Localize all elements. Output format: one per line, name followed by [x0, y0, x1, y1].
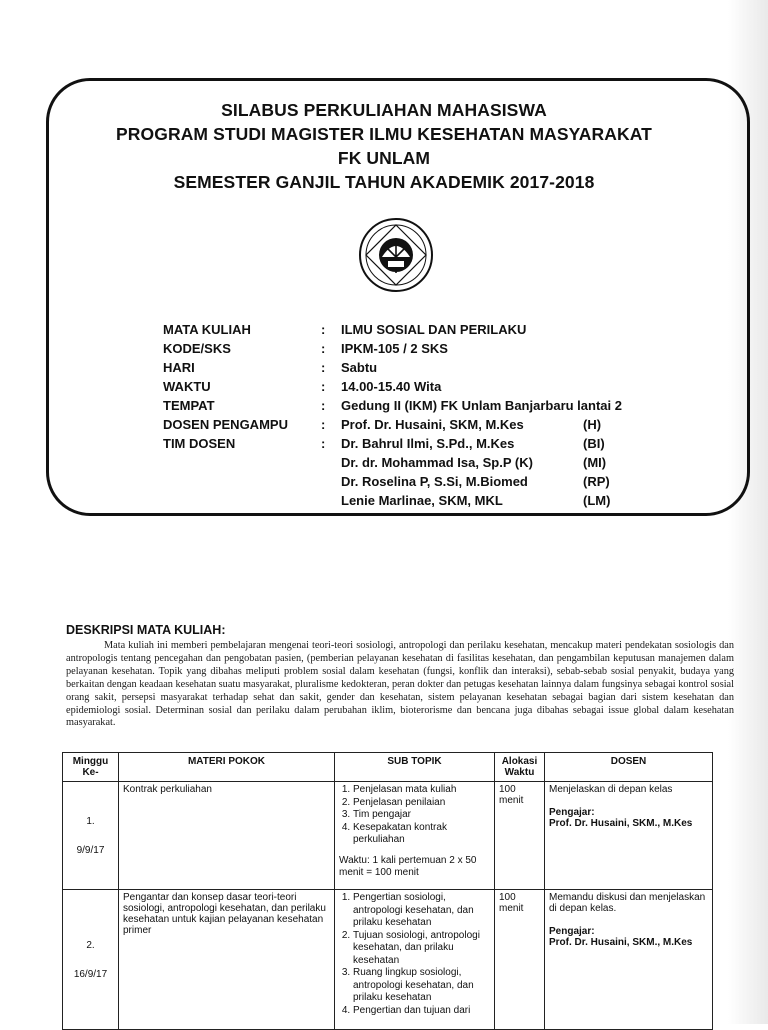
info-value: Dr. Bahrul Ilmi, S.Pd., M.Kes: [341, 436, 515, 451]
info-label: KODE/SKS: [163, 341, 231, 356]
table-row: [63, 890, 713, 1030]
info-value: Prof. Dr. Husaini, SKM, M.Kes: [341, 417, 524, 432]
alokasi-cell: 100 menit: [495, 782, 545, 890]
title-line-3: FK UNLAM: [337, 148, 431, 168]
info-value: Dr. Roselina P, S.Si, M.Biomed: [341, 474, 528, 489]
info-label: DOSEN PENGAMPU: [163, 417, 288, 432]
info-value: Dr. dr. Mohammad Isa, Sp.P (K): [341, 455, 533, 470]
info-label: HARI: [163, 360, 195, 375]
info-row-mata-kuliah: [163, 322, 683, 341]
lecturer-code: (H): [583, 417, 602, 432]
col-header-materi: MATERI POKOK: [119, 753, 335, 782]
pengajar-label: Pengajar:: [549, 807, 595, 818]
info-row-team-member: [163, 474, 683, 493]
info-colon: :: [321, 322, 326, 337]
info-row-tempat: [163, 398, 683, 417]
description-heading: DESKRIPSI MATA KULIAH:: [66, 623, 226, 637]
list-item: 2. Penjelasan penilaian: [353, 797, 490, 810]
info-label: WAKTU: [163, 379, 211, 394]
info-row-hari: [163, 360, 683, 379]
lecturer-code: (RP): [583, 474, 610, 489]
info-value: Gedung II (IKM) FK Unlam Banjarbaru lantai 2: [341, 398, 622, 413]
pengajar-name: Prof. Dr. Husaini, SKM., M.Kes: [549, 818, 693, 829]
dosen-description: Menjelaskan di depan kelas: [549, 784, 673, 795]
week-number: 2.: [86, 939, 95, 951]
title-line-2: PROGRAM STUDI MAGISTER ILMU KESEHATAN MASYARAKAT: [116, 124, 652, 144]
info-colon: :: [321, 360, 326, 375]
week-date: 9/9/17: [76, 844, 105, 856]
pengajar-label: Pengajar:: [549, 926, 595, 937]
info-row-team-member: [163, 455, 683, 474]
col-header-minggu: Minggu Ke-: [63, 753, 119, 782]
dosen-cell: [545, 782, 713, 890]
info-value: 14.00-15.40 Wita: [341, 379, 442, 394]
pengajar-name: Prof. Dr. Husaini, SKM., M.Kes: [549, 937, 693, 948]
lecturer-code: (BI): [583, 436, 605, 451]
list-item: 4. Pengertian dan tujuan dari: [353, 1005, 490, 1018]
col-header-subtopik: SUB TOPIK: [335, 753, 495, 782]
col-header-alokasi: Alokasi Waktu: [495, 753, 545, 782]
list-item: 2. Tujuan sosiologi, antropologi kesehatan, dan prilaku kesehatan: [353, 930, 490, 968]
subtopic-cell: [335, 890, 495, 1030]
waktu-note: Waktu: 1 kali pertemuan 2 x 50 menit = 100 menit: [339, 854, 477, 878]
info-row-tim-dosen: [163, 436, 683, 455]
table-row: [63, 782, 713, 890]
week-date: 16/9/17: [73, 968, 108, 980]
list-item: 4. Kesepakatan kontrak perkuliahan: [353, 822, 490, 847]
info-value: ILMU SOSIAL DAN PERILAKU: [341, 322, 527, 337]
list-item: 1. Penjelasan mata kuliah: [353, 784, 490, 797]
title-line-1: SILABUS PERKULIAHAN MAHASISWA: [221, 100, 547, 120]
title-line-4: SEMESTER GANJIL TAHUN AKADEMIK 2017-2018: [173, 172, 595, 192]
info-row-dosen-pengampu: [163, 417, 683, 436]
info-row-team-member: [163, 493, 683, 512]
info-colon: :: [321, 398, 326, 413]
info-colon: :: [321, 341, 326, 356]
info-colon: :: [321, 436, 326, 451]
schedule-table: [62, 752, 713, 1030]
subtopic-list: [339, 892, 490, 1017]
list-item: 3. Ruang lingkup sosiologi, antropologi kesehatan, dan prilaku kesehatan: [353, 967, 490, 1005]
info-label: TIM DOSEN: [163, 436, 236, 451]
info-colon: :: [321, 379, 326, 394]
subtopic-cell: [335, 782, 495, 890]
info-colon: :: [321, 417, 326, 432]
info-label: MATA KULIAH: [163, 322, 251, 337]
info-value: Lenie Marlinae, SKM, MKL: [341, 493, 503, 508]
week-cell: [63, 890, 119, 1030]
info-value: Sabtu: [341, 360, 378, 375]
week-cell: [63, 782, 119, 890]
info-row-kode-sks: [163, 341, 683, 360]
col-header-dosen: DOSEN: [545, 753, 713, 782]
info-value: IPKM-105 / 2 SKS: [341, 341, 448, 356]
description-body: Mata kuliah ini memberi pembelajaran mengenai teori-teori sosiologi, antropologi dan perilaku kesehatan, mencakup materi pendekatan sosiologis dan antropologis tentang pencegahan dan pengobatan pasien, (pemberian pelayanan kesehatan di fasilitas kesehatan, dan pengambilan keputusan manajemen dalam pelayanan kesehatan. Topik yang dibahas meliputi problem sosial dalam kesehatan (fungsi, konflik dan interaksi), sebab-sebab sosial penyakit, budaya yang berkaitan dengan keadaan kesehatan suatu masyarakat, pluralisme kedokteran, peran dokter dan petugas kesehatan lainnya dalam fungsinya sebagai kontrol sosial orang sakit, persepsi masyarakat terhadap sehat dan sakit, gender dan kesehatan, sistem pelayanan kesehatan sebagai bagian dari sistem kesehatan dan epidemiologi sosial. Determinan sosial dan perilaku dalam perubahan iklim, bioterorisme dan bencana juga dibahas sebagai issue global dalam kesehatan masyarakat.: [66, 640, 734, 729]
table-header-row: [63, 753, 713, 782]
list-item: 1. Pengertian sosiologi, antropologi kesehatan, dan prilaku kesehatan: [353, 892, 490, 930]
subtopic-list: [339, 784, 490, 847]
materi-cell: Kontrak perkuliahan: [119, 782, 335, 890]
info-row-waktu: [163, 379, 683, 398]
list-item: 3. Tim pengajar: [353, 809, 490, 822]
week-number: 1.: [86, 815, 95, 827]
lecturer-code: (MI): [583, 455, 607, 470]
university-seal-icon: [358, 217, 434, 298]
lecturer-code: (LM): [583, 493, 611, 508]
dosen-description: Memandu diskusi dan menjelaskan di depan kelas.: [549, 892, 706, 914]
info-label: TEMPAT: [163, 398, 215, 413]
course-info: [163, 322, 683, 512]
materi-cell: Pengantar dan konsep dasar teori-teori sosiologi, antropologi kesehatan, dan perilaku kesehatan untuk kajian pelayanan kesehatan primer: [119, 890, 335, 1030]
dosen-cell: [545, 890, 713, 1030]
alokasi-cell: 100 menit: [495, 890, 545, 1030]
